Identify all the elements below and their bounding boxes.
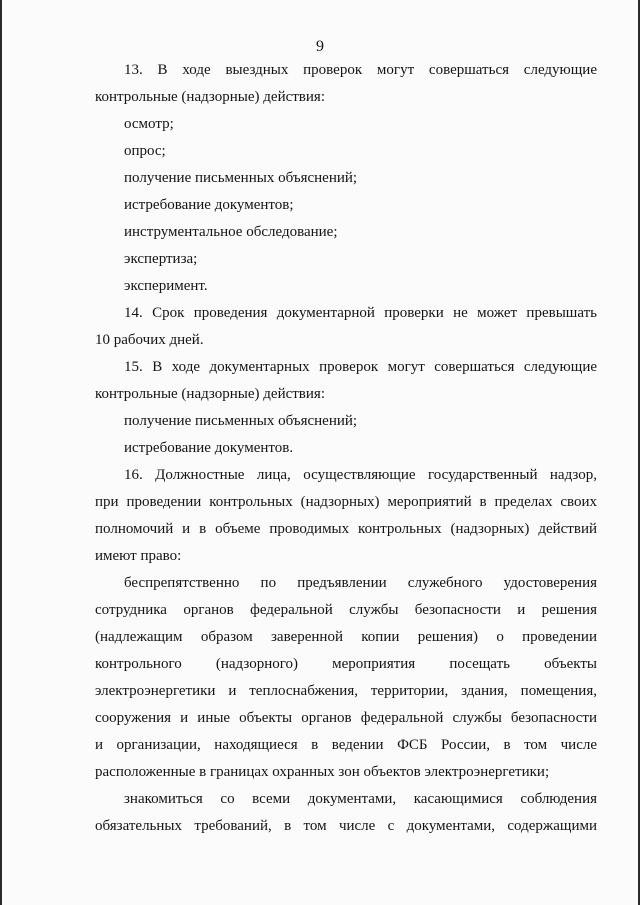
right-1-line-6: сооружения и иные объекты органов федеральной службы безопасности — [95, 710, 597, 726]
paragraph-14-line-2: 10 рабочих дней. — [95, 332, 204, 348]
list-item-eksperiment: эксперимент. — [124, 278, 208, 294]
paragraph-13-line-1: 13. В ходе выездных проверок могут совершаться следующие — [124, 62, 597, 78]
right-1-line-1: беспрепятственно по предъявлении служебного удостоверения — [124, 575, 597, 591]
paragraph-14-line-1: 14. Срок проведения документарной проверки не может превышать — [124, 305, 597, 321]
paragraph-15-line-1: 15. В ходе документарных проверок могут совершаться следующие — [124, 359, 597, 375]
right-1-line-5: электроэнергетики и теплоснабжения, территории, здания, помещения, — [95, 683, 597, 699]
right-1-line-2: сотрудника органов федеральной службы безопасности и решения — [95, 602, 597, 618]
page-number: 9 — [316, 38, 324, 55]
list-item-osmotr: осмотр; — [124, 116, 174, 132]
right-1-line-7: и организации, находящиеся в ведении ФСБ России, в том числе — [95, 737, 597, 753]
list-item-obsledovanie: инструментальное обследование; — [124, 224, 338, 240]
list-item-obyasneniya-2: получение письменных объяснений; — [124, 413, 358, 429]
paragraph-16-line-2: при проведении контрольных (надзорных) мероприятий в пределах своих — [95, 494, 597, 510]
list-item-dokumenty-2: истребование документов. — [124, 440, 294, 456]
paragraph-16-line-1: 16. Должностные лица, осуществляющие государственный надзор, — [124, 467, 597, 483]
right-2-line-1: знакомиться со всеми документами, касающимися соблюдения — [124, 791, 597, 807]
list-item-obyasneniya: получение письменных объяснений; — [124, 170, 358, 186]
list-item-ekspertiza: экспертиза; — [124, 251, 198, 267]
right-1-line-4: контрольного (надзорного) мероприятия посещать объекты — [95, 656, 597, 672]
paragraph-15-line-2: контрольные (надзорные) действия: — [95, 386, 325, 402]
paragraph-16-line-3: полномочий и в объеме проводимых контрольных (надзорных) действий — [95, 521, 597, 537]
list-item-dokumenty: истребование документов; — [124, 197, 294, 213]
right-2-line-2: обязательных требований, в том числе с документами, содержащими — [95, 818, 597, 834]
document-body — [95, 57, 597, 840]
paragraph-16-line-4: имеют право: — [95, 548, 182, 564]
paragraph-13-line-2: контрольные (надзорные) действия: — [95, 89, 325, 105]
list-item-opros: опрос; — [124, 143, 166, 159]
right-1-line-8: расположенные в границах охранных зон объектов электроэнергетики; — [95, 764, 550, 780]
right-1-line-3: (надлежащим образом заверенной копии решения) о проведении — [95, 629, 597, 645]
page-left-edge — [0, 0, 2, 905]
